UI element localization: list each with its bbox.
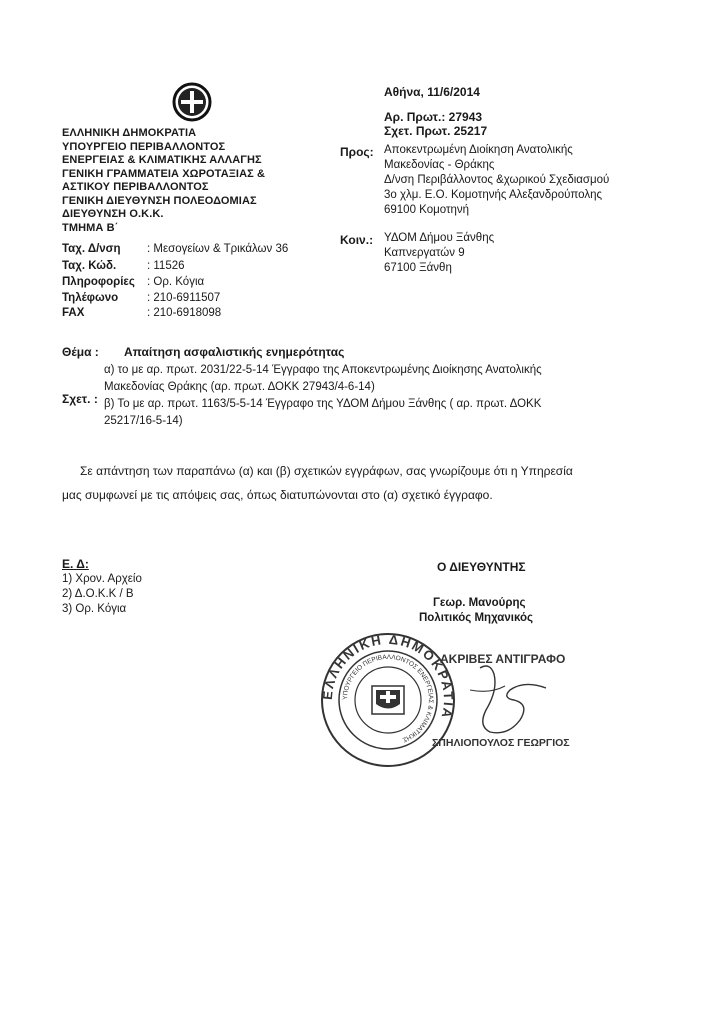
cc-line: Καπνεργατών 9: [384, 247, 465, 259]
distribution-list: [62, 572, 142, 617]
to-address: [384, 143, 609, 218]
contact-row: [62, 243, 288, 255]
cc-line: ΥΔΟΜ Δήμου Ξάνθης: [384, 232, 495, 244]
certified-copy-label: ΑΚΡΙΒΕΣ ΑΝΤΙΓΡΑΦΟ: [440, 652, 566, 666]
related-label: Σχετ. :: [62, 392, 98, 406]
seal-inner-text: ΥΠΟΥΡΓΕΙΟ ΠΕΡΙΒΑΛΛΟΝΤΟΣ ΕΝΕΡΓΕΙΑΣ & ΚΛΙΜΑΤΙΚΗΣ: [341, 653, 435, 744]
issuer-block: [62, 127, 265, 235]
distribution-item: 1) Χρον. Αρχείο: [62, 573, 142, 585]
subject-text: Απαίτηση ασφαλιστικής ενημερότητας: [124, 345, 345, 359]
related-line: β) Το με αρ. πρωτ. 1163/5-5-14 Έγγραφο της ΥΔΟΜ Δήμου Ξάνθης ( αρ. πρωτ. ΔΟΚΚ: [104, 398, 542, 410]
signatory-name: Γεωρ. Μανούρης: [433, 597, 526, 609]
body-line: μας συμφωνεί με τις απόψεις σας, όπως διατυπώνονται στο (α) σχετικό έγγραφο.: [62, 488, 493, 502]
distribution-item: 3) Ορ. Κόγια: [62, 603, 127, 615]
contact-value: : 210-6911507: [147, 292, 221, 304]
cc-label: Κοιν.:: [340, 233, 374, 247]
to-line: Δ/νση Περιβάλλοντος &χωρικού Σχεδιασμού: [384, 174, 610, 186]
issuer-line: ΓΕΝΙΚΗ ΓΡΑΜΜΑΤΕΙΑ ΧΩΡΟΤΑΞΙΑΣ &: [62, 167, 266, 180]
distribution-item: 2) Δ.Ο.Κ.Κ / Β: [62, 588, 134, 600]
issuer-line: ΥΠΟΥΡΓΕΙΟ ΠΕΡΙΒΑΛΛΟΝΤΟΣ: [62, 140, 226, 153]
cc-line: 67100 Ξάνθη: [384, 262, 452, 274]
contact-row: [62, 276, 204, 288]
document-date: Αθήνα, 11/6/2014: [384, 85, 480, 99]
related-line: Μακεδονίας Θράκης (αρ. πρωτ. ΔΟΚΚ 27943/4-6-14): [104, 381, 375, 393]
body-line: Σε απάντηση των παραπάνω (α) και (β) σχετικών εγγράφων, σας γνωρίζουμε ότι η Υπηρεσία: [80, 464, 573, 478]
contact-label: Ταχ. Δ/νση: [62, 243, 121, 255]
distribution-label: Ε. Δ:: [62, 557, 89, 571]
handwritten-signature: [450, 660, 570, 745]
contact-value: : Μεσογείων & Τρικάλων 36: [147, 243, 289, 255]
issuer-line: ΑΣΤΙΚΟΥ ΠΕΡΙΒΑΛΛΟΝΤΟΣ: [62, 181, 209, 193]
contact-value: : 11526: [147, 260, 185, 272]
related-line: 25217/16-5-14): [104, 415, 183, 427]
to-line: Αποκεντρωμένη Διοίκηση Ανατολικής: [384, 144, 573, 156]
certifier-name: ΣΠΗΛΙΟΠΟΥΛΟΣ ΓΕΩΡΓΙΟΣ: [432, 737, 570, 749]
related-line: α) το με αρ. πρωτ. 2031/22-5-14 Έγγραφο της Αποκεντρωμένης Διοίκησης Ανατολικής: [104, 364, 542, 376]
contact-label: Πληροφορίες: [62, 276, 135, 288]
seal-outer-text: ΕΛΛΗΝΙΚΗ ΔΗΜΟΚΡΑΤΙΑ: [319, 631, 457, 722]
contact-row: [62, 260, 185, 272]
to-label: Προς:: [340, 145, 374, 159]
contact-value: : Ορ. Κόγια: [147, 276, 205, 288]
contact-label: Τηλέφωνο: [62, 292, 119, 304]
greek-emblem-icon: [172, 82, 212, 127]
contact-label: Ταχ. Κώδ.: [62, 260, 117, 272]
contact-value: : 210-6918098: [147, 307, 222, 319]
protocol-number: Αρ. Πρωτ.: 27943: [384, 110, 483, 124]
official-seal: [318, 630, 458, 775]
issuer-line: ΕΛΛΗΝΙΚΗ ΔΗΜΟΚΡΑΤΙΑ: [62, 127, 197, 139]
cc-address: [384, 231, 494, 276]
issuer-line: ΔΙΕΥΘΥΝΣΗ Ο.Κ.Κ.: [62, 208, 164, 220]
to-line: 3ο χλμ. Ε.Ο. Κομοτηνής Αλεξανδρούπολης: [384, 189, 603, 201]
to-line: 69100 Κομοτηνή: [384, 204, 470, 216]
signatory-role: Πολιτικός Μηχανικός: [419, 612, 533, 624]
to-line: Μακεδονίας - Θράκης: [384, 159, 495, 171]
signature-title: Ο ΔΙΕΥΘΥΝΤΗΣ: [437, 560, 526, 574]
related-protocol-number: Σχετ. Πρωτ. 25217: [384, 124, 488, 138]
contact-label: FAX: [62, 307, 85, 319]
contact-row: [62, 292, 220, 304]
related-list: [104, 362, 542, 430]
subject-label: Θέμα :: [62, 345, 99, 359]
contact-row: [62, 307, 221, 319]
issuer-line: ΓΕΝΙΚΗ ΔΙΕΥΘΥΝΣΗ ΠΟΛΕΟΔΟΜΙΑΣ: [62, 194, 257, 207]
issuer-line: ΤΜΗΜΑ Β΄: [62, 221, 119, 234]
issuer-line: ΕΝΕΡΓΕΙΑΣ & ΚΛΙΜΑΤΙΚΗΣ ΑΛΛΑΓΗΣ: [62, 154, 262, 166]
